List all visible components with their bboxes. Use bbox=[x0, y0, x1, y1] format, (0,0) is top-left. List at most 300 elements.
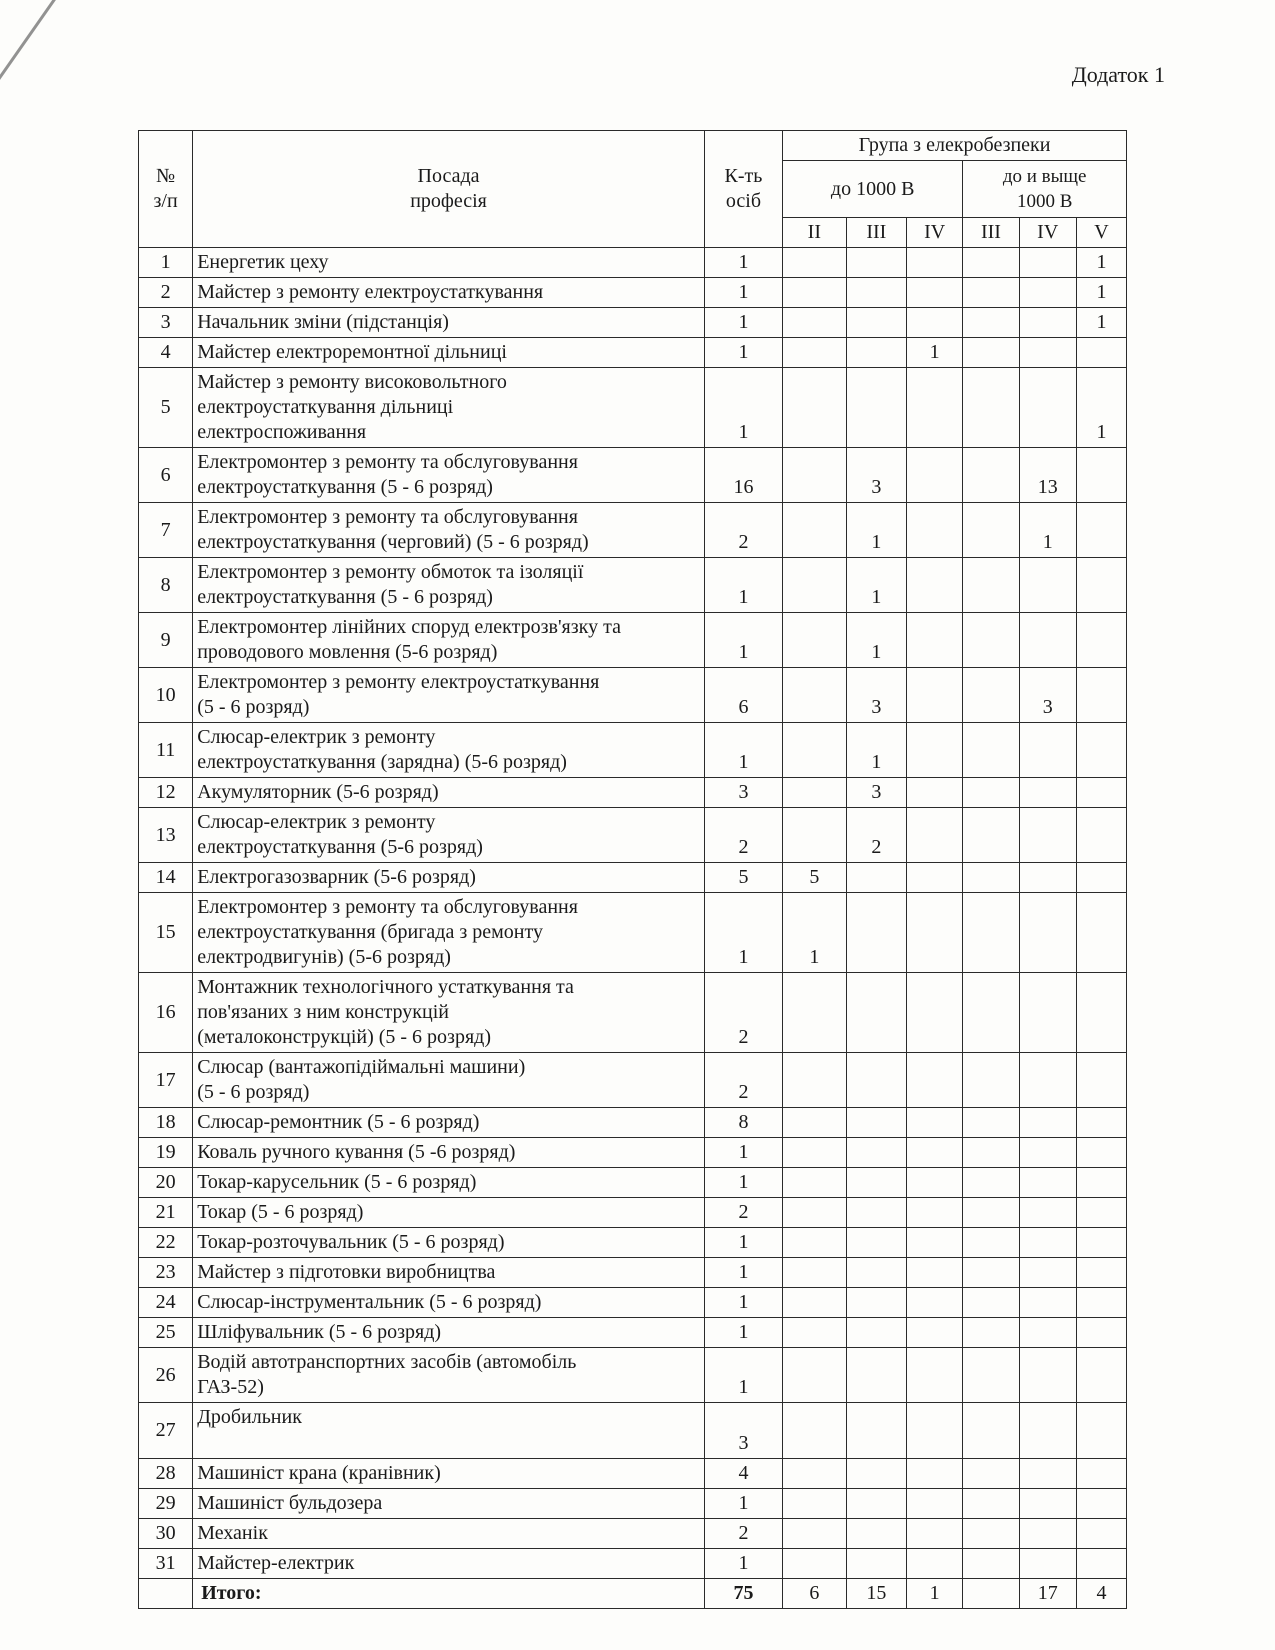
row-number: 16 bbox=[139, 973, 193, 1053]
grade-value bbox=[783, 778, 847, 808]
grade-value bbox=[963, 448, 1019, 503]
grade-value bbox=[846, 1168, 906, 1198]
grade-value bbox=[1076, 1489, 1126, 1519]
header-safety-group: Група з елекробезпеки bbox=[783, 131, 1127, 161]
person-count: 6 bbox=[704, 668, 782, 723]
header-over-1000v: до и выще 1000 В bbox=[963, 161, 1127, 218]
total-row bbox=[139, 1579, 1127, 1609]
grade-value bbox=[1076, 448, 1126, 503]
row-number: 19 bbox=[139, 1138, 193, 1168]
position-name: Слюсар-ремонтник (5 - 6 розряд) bbox=[193, 1108, 705, 1138]
total-number-cell bbox=[139, 1579, 193, 1609]
row-number: 29 bbox=[139, 1489, 193, 1519]
total-grade-value: 6 bbox=[783, 1579, 847, 1609]
table-row bbox=[139, 1108, 1127, 1138]
person-count: 1 bbox=[704, 1228, 782, 1258]
position-name: Електромонтер з ремонту обмоток та ізоляції електроустаткування (5 - 6 розряд) bbox=[193, 558, 705, 613]
grade-value bbox=[1019, 1489, 1076, 1519]
grade-value bbox=[783, 248, 847, 278]
grade-value bbox=[963, 308, 1019, 338]
grade-value: 1 bbox=[846, 558, 906, 613]
grade-value bbox=[1076, 558, 1126, 613]
grade-value bbox=[1076, 1168, 1126, 1198]
grade-value bbox=[846, 368, 906, 448]
grade-value bbox=[907, 1138, 963, 1168]
grade-value bbox=[846, 248, 906, 278]
total-count: 75 bbox=[704, 1579, 782, 1609]
grade-value bbox=[907, 1108, 963, 1138]
grade-value bbox=[963, 503, 1019, 558]
position-name: Слюсар (вантажопідіймальні машини) (5 - 6 розряд) bbox=[193, 1053, 705, 1108]
table-body bbox=[139, 248, 1127, 1579]
row-number: 4 bbox=[139, 338, 193, 368]
grade-value bbox=[783, 503, 847, 558]
grade-value bbox=[1076, 863, 1126, 893]
row-number: 12 bbox=[139, 778, 193, 808]
table-row bbox=[139, 1138, 1127, 1168]
grade-value bbox=[1076, 1403, 1126, 1459]
grade-value bbox=[907, 278, 963, 308]
table-row bbox=[139, 278, 1127, 308]
person-count: 1 bbox=[704, 558, 782, 613]
person-count: 4 bbox=[704, 1459, 782, 1489]
grade-value bbox=[1019, 248, 1076, 278]
grade-value: 1 bbox=[907, 338, 963, 368]
grade-value bbox=[963, 1198, 1019, 1228]
grade-value: 1 bbox=[1076, 248, 1126, 278]
position-name: Машиніст бульдозера bbox=[193, 1489, 705, 1519]
person-count: 2 bbox=[704, 808, 782, 863]
person-count: 1 bbox=[704, 338, 782, 368]
position-name: Токар-карусельник (5 - 6 розряд) bbox=[193, 1168, 705, 1198]
grade-value bbox=[783, 723, 847, 778]
person-count: 1 bbox=[704, 248, 782, 278]
grade-value bbox=[783, 1168, 847, 1198]
grade-value bbox=[783, 668, 847, 723]
grade-value bbox=[1019, 1138, 1076, 1168]
grade-value bbox=[1076, 1318, 1126, 1348]
grade-value bbox=[1019, 1288, 1076, 1318]
person-count: 5 bbox=[704, 863, 782, 893]
grade-value bbox=[1019, 808, 1076, 863]
grade-value bbox=[963, 613, 1019, 668]
grade-value bbox=[1019, 1348, 1076, 1403]
grade-value bbox=[907, 448, 963, 503]
header-count: К-ть осіб bbox=[704, 131, 782, 248]
table-row bbox=[139, 613, 1127, 668]
person-count: 3 bbox=[704, 778, 782, 808]
person-count: 2 bbox=[704, 503, 782, 558]
grade-value bbox=[963, 893, 1019, 973]
grade-value bbox=[907, 1168, 963, 1198]
position-name: Майстер з ремонту високовольтного електроустаткування дільниці електроспоживання bbox=[193, 368, 705, 448]
grade-value bbox=[1076, 1348, 1126, 1403]
grade-value bbox=[1076, 1459, 1126, 1489]
grade-value bbox=[907, 558, 963, 613]
grade-value bbox=[907, 723, 963, 778]
table-row bbox=[139, 368, 1127, 448]
row-number: 9 bbox=[139, 613, 193, 668]
grade-value bbox=[963, 973, 1019, 1053]
grade-value bbox=[1076, 338, 1126, 368]
grade-value bbox=[1019, 1168, 1076, 1198]
row-number: 17 bbox=[139, 1053, 193, 1108]
position-name: Токар (5 - 6 розряд) bbox=[193, 1198, 705, 1228]
grade-value bbox=[1019, 308, 1076, 338]
position-name: Електромонтер з ремонту та обслуговування електроустаткування (бригада з ремонту електродвигунів) (5-6 розряд) bbox=[193, 893, 705, 973]
position-name: Електромонтер з ремонту електроустаткування (5 - 6 розряд) bbox=[193, 668, 705, 723]
grade-value: 1 bbox=[846, 503, 906, 558]
total-grade-value: 17 bbox=[1019, 1579, 1076, 1609]
row-number: 22 bbox=[139, 1228, 193, 1258]
grade-value bbox=[846, 1318, 906, 1348]
table-row bbox=[139, 778, 1127, 808]
grade-value bbox=[1076, 973, 1126, 1053]
row-number: 27 bbox=[139, 1403, 193, 1459]
grade-value bbox=[1019, 1318, 1076, 1348]
person-count: 2 bbox=[704, 1198, 782, 1228]
grade-value bbox=[783, 1459, 847, 1489]
grade-value bbox=[846, 308, 906, 338]
grade-value: 5 bbox=[783, 863, 847, 893]
grade-value bbox=[846, 1519, 906, 1549]
person-count: 1 bbox=[704, 1288, 782, 1318]
grade-value bbox=[846, 1138, 906, 1168]
table-row bbox=[139, 1403, 1127, 1459]
grade-value bbox=[783, 1138, 847, 1168]
row-number: 7 bbox=[139, 503, 193, 558]
table-header bbox=[139, 131, 1127, 248]
table-row bbox=[139, 1318, 1127, 1348]
table-row bbox=[139, 723, 1127, 778]
grade-value bbox=[963, 1138, 1019, 1168]
grade-value bbox=[963, 1459, 1019, 1489]
grade-value bbox=[1076, 1549, 1126, 1579]
position-name: Майстер з ремонту електроустаткування bbox=[193, 278, 705, 308]
table-row bbox=[139, 448, 1127, 503]
grade-value bbox=[907, 1053, 963, 1108]
person-count: 1 bbox=[704, 308, 782, 338]
grade-value bbox=[963, 1489, 1019, 1519]
grade-value bbox=[1076, 613, 1126, 668]
table-row bbox=[139, 1519, 1127, 1549]
position-name: Водій автотранспортних засобів (автомобіль ГАЗ-52) bbox=[193, 1348, 705, 1403]
table-row bbox=[139, 973, 1127, 1053]
row-number: 11 bbox=[139, 723, 193, 778]
grade-value bbox=[846, 338, 906, 368]
header-grade: III bbox=[846, 218, 906, 248]
table-row bbox=[139, 338, 1127, 368]
grade-value: 1 bbox=[1076, 368, 1126, 448]
grade-value bbox=[963, 1318, 1019, 1348]
row-number: 3 bbox=[139, 308, 193, 338]
position-name: Акумуляторник (5-6 розряд) bbox=[193, 778, 705, 808]
grade-value bbox=[1076, 503, 1126, 558]
appendix-label: Додаток 1 bbox=[1071, 62, 1165, 87]
person-count: 2 bbox=[704, 1519, 782, 1549]
grade-value bbox=[963, 1519, 1019, 1549]
table-row bbox=[139, 503, 1127, 558]
row-number: 10 bbox=[139, 668, 193, 723]
grade-value bbox=[1019, 368, 1076, 448]
grade-value bbox=[1076, 1053, 1126, 1108]
grade-value bbox=[783, 448, 847, 503]
grade-value bbox=[1019, 1459, 1076, 1489]
grade-value bbox=[783, 1288, 847, 1318]
grade-value bbox=[1019, 1108, 1076, 1138]
table-row bbox=[139, 1228, 1127, 1258]
grade-value: 3 bbox=[1019, 668, 1076, 723]
grade-value: 2 bbox=[846, 808, 906, 863]
grade-value bbox=[846, 1053, 906, 1108]
total-grade-value bbox=[963, 1579, 1019, 1609]
person-count: 3 bbox=[704, 1403, 782, 1459]
grade-value bbox=[907, 863, 963, 893]
position-name: Токар-розточувальник (5 - 6 розряд) bbox=[193, 1228, 705, 1258]
grade-value bbox=[1076, 1519, 1126, 1549]
grade-value bbox=[963, 1108, 1019, 1138]
grade-value bbox=[907, 1228, 963, 1258]
position-name: Коваль ручного кування (5 -6 розряд) bbox=[193, 1138, 705, 1168]
grade-value bbox=[963, 1053, 1019, 1108]
grade-value bbox=[907, 1549, 963, 1579]
total-grade-value: 1 bbox=[907, 1579, 963, 1609]
header-position: Посада професія bbox=[193, 131, 705, 248]
grade-value: 1 bbox=[1076, 308, 1126, 338]
grade-value bbox=[907, 308, 963, 338]
person-count: 8 bbox=[704, 1108, 782, 1138]
grade-value bbox=[907, 1459, 963, 1489]
grade-value: 3 bbox=[846, 668, 906, 723]
grade-value bbox=[963, 778, 1019, 808]
grade-value bbox=[907, 1198, 963, 1228]
grade-value bbox=[846, 863, 906, 893]
grade-value bbox=[907, 668, 963, 723]
grade-value bbox=[783, 1198, 847, 1228]
grade-value: 1 bbox=[846, 723, 906, 778]
grade-value bbox=[963, 1549, 1019, 1579]
person-count: 1 bbox=[704, 1489, 782, 1519]
person-count: 1 bbox=[704, 368, 782, 448]
grade-value bbox=[907, 248, 963, 278]
person-count: 16 bbox=[704, 448, 782, 503]
grade-value bbox=[783, 368, 847, 448]
row-number: 13 bbox=[139, 808, 193, 863]
table-row bbox=[139, 863, 1127, 893]
grade-value bbox=[963, 1168, 1019, 1198]
row-number: 18 bbox=[139, 1108, 193, 1138]
grade-value bbox=[963, 278, 1019, 308]
grade-value bbox=[907, 808, 963, 863]
row-number: 5 bbox=[139, 368, 193, 448]
table-row bbox=[139, 308, 1127, 338]
grade-value bbox=[907, 1519, 963, 1549]
grade-value bbox=[1019, 1198, 1076, 1228]
header-grade: IV bbox=[907, 218, 963, 248]
row-number: 26 bbox=[139, 1348, 193, 1403]
row-number: 14 bbox=[139, 863, 193, 893]
grade-value bbox=[907, 1489, 963, 1519]
grade-value: 1 bbox=[783, 893, 847, 973]
position-name: Слюсар-інструментальник (5 - 6 розряд) bbox=[193, 1288, 705, 1318]
person-count: 1 bbox=[704, 1258, 782, 1288]
grade-value bbox=[846, 1549, 906, 1579]
grade-value bbox=[783, 338, 847, 368]
table-row bbox=[139, 1053, 1127, 1108]
table-row bbox=[139, 893, 1127, 973]
position-name: Начальник зміни (підстанція) bbox=[193, 308, 705, 338]
grade-value bbox=[783, 808, 847, 863]
table-row bbox=[139, 1168, 1127, 1198]
grade-value bbox=[907, 613, 963, 668]
table-row bbox=[139, 558, 1127, 613]
grade-value bbox=[846, 973, 906, 1053]
grade-value bbox=[783, 278, 847, 308]
total-grade-value: 15 bbox=[846, 1579, 906, 1609]
table-row bbox=[139, 1459, 1127, 1489]
total-label: Итого: bbox=[193, 1579, 705, 1609]
grade-value bbox=[1076, 808, 1126, 863]
grade-value bbox=[783, 973, 847, 1053]
row-number: 2 bbox=[139, 278, 193, 308]
grade-value bbox=[907, 1403, 963, 1459]
grade-value bbox=[1019, 558, 1076, 613]
table-row bbox=[139, 808, 1127, 863]
grade-value bbox=[963, 1288, 1019, 1318]
grade-value bbox=[1019, 1053, 1076, 1108]
grade-value bbox=[963, 558, 1019, 613]
grade-value bbox=[963, 668, 1019, 723]
grade-value bbox=[1019, 1519, 1076, 1549]
grade-value bbox=[1019, 778, 1076, 808]
row-number: 20 bbox=[139, 1168, 193, 1198]
table-row bbox=[139, 1348, 1127, 1403]
person-count: 2 bbox=[704, 973, 782, 1053]
grade-value bbox=[1019, 1403, 1076, 1459]
position-name: Механік bbox=[193, 1519, 705, 1549]
position-name: Слюсар-електрик з ремонту електроустаткування (5-6 розряд) bbox=[193, 808, 705, 863]
table-row bbox=[139, 248, 1127, 278]
grade-value bbox=[783, 613, 847, 668]
grade-value bbox=[1076, 1228, 1126, 1258]
header-grade: V bbox=[1076, 218, 1126, 248]
grade-value: 1 bbox=[1019, 503, 1076, 558]
grade-value bbox=[783, 1489, 847, 1519]
grade-value bbox=[1076, 668, 1126, 723]
grade-value bbox=[963, 723, 1019, 778]
grade-value: 1 bbox=[1076, 278, 1126, 308]
person-count: 1 bbox=[704, 893, 782, 973]
table-row bbox=[139, 1198, 1127, 1228]
position-name: Слюсар-електрик з ремонту електроустаткування (зарядна) (5-6 розряд) bbox=[193, 723, 705, 778]
grade-value bbox=[846, 1403, 906, 1459]
grade-value bbox=[907, 368, 963, 448]
row-number: 21 bbox=[139, 1198, 193, 1228]
grade-value bbox=[783, 1348, 847, 1403]
grade-value bbox=[783, 558, 847, 613]
row-number: 15 bbox=[139, 893, 193, 973]
position-name: Електромонтер з ремонту та обслуговування електроустаткування (черговий) (5 - 6 розряд) bbox=[193, 503, 705, 558]
grade-value bbox=[783, 1318, 847, 1348]
header-number: № з/п bbox=[139, 131, 193, 248]
grade-value bbox=[783, 1108, 847, 1138]
total-grade-value: 4 bbox=[1076, 1579, 1126, 1609]
position-name: Енергетик цеху bbox=[193, 248, 705, 278]
grade-value bbox=[1019, 613, 1076, 668]
grade-value bbox=[783, 1403, 847, 1459]
grade-value: 3 bbox=[846, 778, 906, 808]
person-count: 1 bbox=[704, 1348, 782, 1403]
header-grade: IV bbox=[1019, 218, 1076, 248]
grade-value bbox=[1076, 778, 1126, 808]
person-count: 2 bbox=[704, 1053, 782, 1108]
table-row bbox=[139, 1288, 1127, 1318]
table-row bbox=[139, 668, 1127, 723]
position-name: Майстер електроремонтної дільниці bbox=[193, 338, 705, 368]
row-number: 23 bbox=[139, 1258, 193, 1288]
grade-value bbox=[846, 1489, 906, 1519]
row-number: 25 bbox=[139, 1318, 193, 1348]
grade-value bbox=[1076, 893, 1126, 973]
row-number: 28 bbox=[139, 1459, 193, 1489]
header-grade: III bbox=[963, 218, 1019, 248]
grade-value bbox=[963, 1228, 1019, 1258]
person-count: 1 bbox=[704, 1138, 782, 1168]
position-name: Дробильник bbox=[193, 1403, 705, 1459]
header-grade: II bbox=[783, 218, 847, 248]
grade-value bbox=[1076, 1198, 1126, 1228]
grade-value bbox=[846, 1228, 906, 1258]
grade-value bbox=[963, 338, 1019, 368]
grade-value bbox=[1019, 1549, 1076, 1579]
person-count: 1 bbox=[704, 723, 782, 778]
grade-value bbox=[783, 1258, 847, 1288]
grade-value bbox=[907, 503, 963, 558]
position-name: Монтажник технологічного устаткування та пов'язаних з ним конструкцій (металоконструкцій) (5 - 6 розряд) bbox=[193, 973, 705, 1053]
grade-value: 13 bbox=[1019, 448, 1076, 503]
row-number: 31 bbox=[139, 1549, 193, 1579]
grade-value bbox=[963, 1348, 1019, 1403]
grade-value bbox=[907, 1318, 963, 1348]
grade-value bbox=[846, 1198, 906, 1228]
row-number: 8 bbox=[139, 558, 193, 613]
position-name: Майстер-електрик bbox=[193, 1549, 705, 1579]
grade-value bbox=[963, 248, 1019, 278]
grade-value bbox=[1076, 1108, 1126, 1138]
grade-value bbox=[1019, 973, 1076, 1053]
grade-value bbox=[963, 368, 1019, 448]
grade-value bbox=[907, 778, 963, 808]
grade-value bbox=[783, 308, 847, 338]
grade-value bbox=[1019, 893, 1076, 973]
row-number: 30 bbox=[139, 1519, 193, 1549]
grade-value bbox=[846, 1348, 906, 1403]
grade-value bbox=[963, 808, 1019, 863]
grade-value bbox=[963, 1258, 1019, 1288]
row-number: 1 bbox=[139, 248, 193, 278]
table-row bbox=[139, 1549, 1127, 1579]
table-row bbox=[139, 1489, 1127, 1519]
grade-value bbox=[846, 1108, 906, 1138]
grade-value bbox=[846, 1258, 906, 1288]
position-name: Машиніст крана (кранівник) bbox=[193, 1459, 705, 1489]
scan-artifact bbox=[0, 0, 112, 92]
grade-value bbox=[783, 1228, 847, 1258]
grade-value bbox=[846, 893, 906, 973]
grade-value bbox=[907, 1288, 963, 1318]
grade-value bbox=[907, 1348, 963, 1403]
position-name: Майстер з підготовки виробництва bbox=[193, 1258, 705, 1288]
